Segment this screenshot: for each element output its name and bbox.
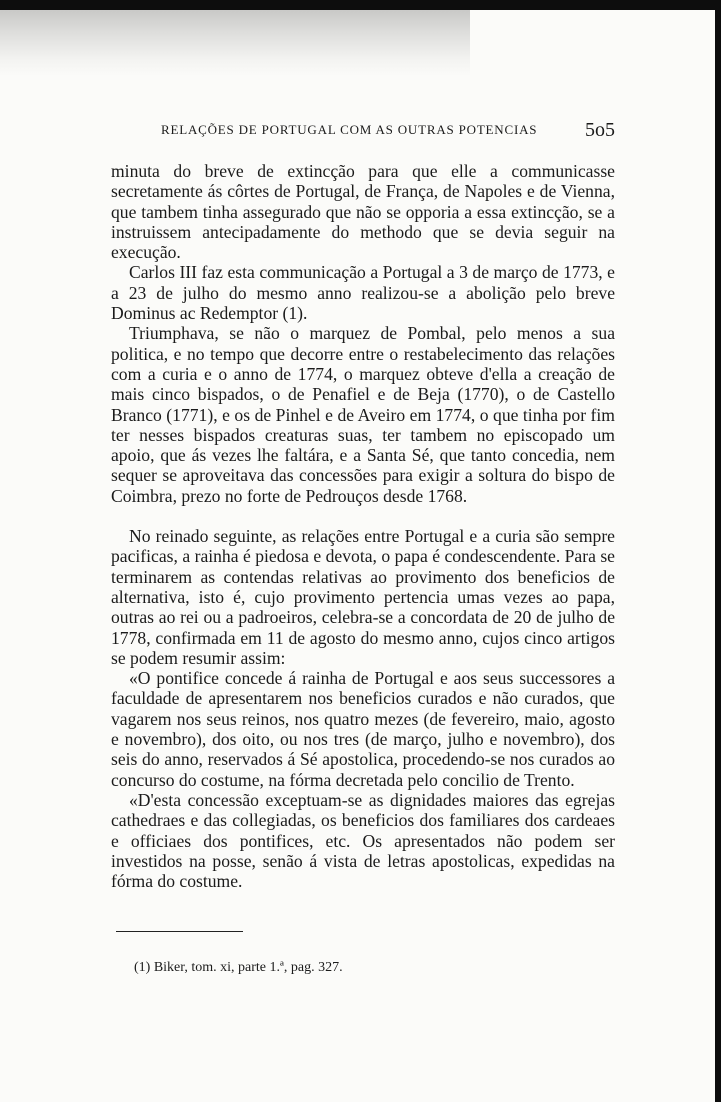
running-title: RELAÇÕES DE PORTUGAL COM AS OUTRAS POTENCIAS [161, 122, 538, 137]
footnote: (1) Biker, tom. xi, parte 1.ª, pag. 327. [134, 960, 343, 975]
scan-border-top [0, 0, 721, 10]
page-number: 5o5 [585, 119, 615, 141]
paragraph-reinado-seguinte: No reinado seguinte, as relações entre Portugal e a curia são sempre pacificas, a rainha é piedosa e devota, o papa é condescendente. Para se terminarem as contendas relativas ao provimento dos beneficios de alternativa, isto é, cujo provimento pertencia umas vezes ao papa, outras ao rei ou a padroeiros, celebra-se a concordata de 20 de julho de 1778, confirmada em 11 de agosto do mesmo anno, cujos cinco artigos se podem resumir assim: [111, 526, 615, 668]
section-gap [111, 506, 615, 526]
body-text [111, 161, 615, 891]
scan-border-right [715, 0, 721, 1102]
paragraph-carlos-iii: Carlos III faz esta communicação a Portugal a 3 de março de 1773, e a 23 de julho do mesmo anno realizou-se a abolição pelo breve Dominus ac Redemptor (1). [111, 262, 615, 324]
footnote-rule [116, 931, 243, 932]
scan-shadow [0, 10, 470, 76]
paragraph-continuation: minuta do breve de extincção para que elle a communicasse secretamente ás côrtes de Portugal, de França, de Napoles e de Vienna, que tambem tinha assegurado que não se opporia a essa extincção, se a instruissem antecipadamente do methodo que se devia seguir na execução. [111, 161, 615, 263]
paragraph-quote-pontifice: «O pontifice concede á rainha de Portugal e aos seus successores a faculdade de apresentarem nos beneficios curados e não curados, que vagarem nos seus reinos, nos quatro mezes (de fevereiro, maio, agosto e novembro), dos oito, ou nos tres (de março, julho e novembro), dos seis do anno, reservados á Sé apostolica, procedendo-se nos curados ao concurso do costume, na fórma decretada pelo concilio de Trento. [111, 668, 615, 790]
paragraph-quote-concessao: «D'esta concessão exceptuam-se as dignidades maiores das egrejas cathedraes e das collegiadas, os beneficios dos familiares dos cardeaes e officiaes dos pontifices, etc. Os apresentados não podem ser investidos na posse, senão á vista de letras apostolicas, expedidas na fórma do costume. [111, 789, 615, 892]
paragraph-triumphava: Triumphava, se não o marquez de Pombal, pelo menos a sua politica, e no tempo que decorre entre o restabelecimento das relações com a curia e o anno de 1774, o marquez obteve d'ella a creação de mais cinco bispados, o de Penafiel e de Beja (1770), o de Castello Branco (1771), e os de Pinhel e de Aveiro em 1774, o que tinha por fim ter nesses bispados creaturas suas, ter tambem no episcopado um apoio, que ás vezes lhe faltára, e a Santa Sé, que tanto concedia, nem sequer se aproveitava das concessões para exigir a soltura do bispo de Coimbra, prezo no forte de Pedrouços desde 1768. [111, 323, 615, 506]
page-header [115, 119, 615, 143]
